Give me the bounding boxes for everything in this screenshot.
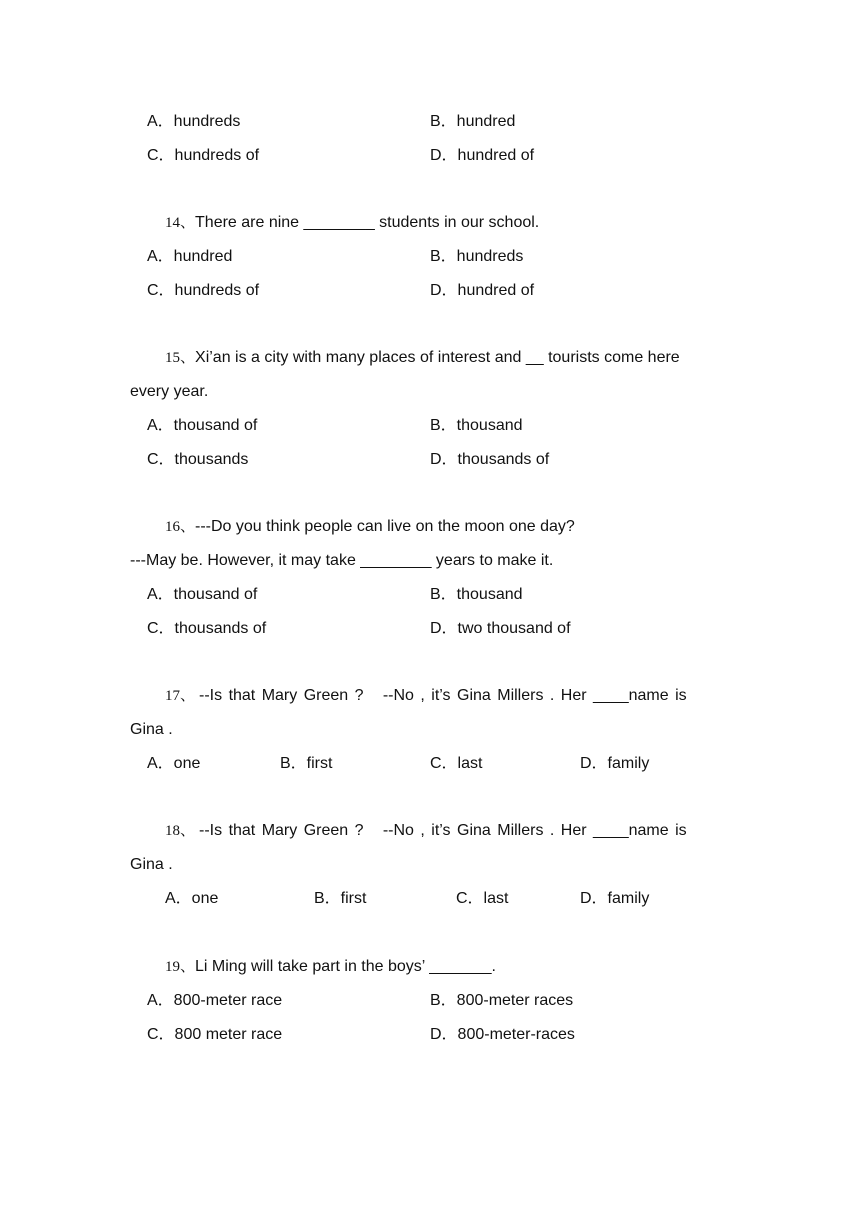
- option-b: B．first: [314, 890, 367, 907]
- option-d: D．two thousand of: [430, 620, 571, 637]
- option-a: A．800-meter race: [147, 992, 283, 1009]
- option-c: C．hundreds of: [147, 147, 260, 164]
- question-number: 18、: [165, 823, 196, 839]
- question-number: 14、: [165, 215, 196, 231]
- option-b: B．thousand: [430, 586, 523, 603]
- question-stem: [165, 821, 733, 841]
- question-number: 19、: [165, 959, 196, 975]
- option-c: C．thousands: [147, 451, 249, 468]
- option-a: A．thousand of: [147, 417, 258, 434]
- question-text-continued: every year.: [130, 383, 209, 400]
- question-text-continued: Gina .: [130, 721, 173, 738]
- question-number: 17、: [165, 688, 196, 704]
- option-a: A．hundred: [147, 248, 233, 265]
- option-a: A．thousand of: [147, 586, 258, 603]
- question-text-continued: Gina .: [130, 856, 173, 873]
- option-a: A．one: [147, 755, 201, 772]
- option-b: B．first: [280, 755, 333, 772]
- question-text: Li Ming will take part in the boys’ _______.: [195, 958, 496, 975]
- question-text: Xi’an is a city with many places of interest and __ tourists come here: [195, 349, 680, 366]
- option-d: D．800-meter-races: [430, 1026, 575, 1043]
- question-number: 16、: [165, 519, 196, 535]
- option-b: B．thousand: [430, 417, 523, 434]
- option-d: D．thousands of: [430, 451, 550, 468]
- question-text-continued: ---May be. However, it may take ________ years to make it.: [130, 552, 554, 569]
- option-c: C．hundreds of: [147, 282, 260, 299]
- question-text: There are nine ________ students in our school.: [195, 214, 540, 231]
- option-a: A．one: [165, 890, 219, 907]
- question-text: --Is that Mary Green ? --No , it’s Gina Millers . Her ____name is: [199, 687, 687, 704]
- option-d: D．family: [580, 755, 650, 772]
- option-d: D．hundred of: [430, 147, 535, 164]
- question-stem: [165, 686, 733, 706]
- option-a: A．hundreds: [147, 113, 241, 130]
- question-text: ---Do you think people can live on the moon one day?: [195, 518, 575, 535]
- question-stem: [165, 957, 496, 977]
- option-d: D．family: [580, 890, 650, 907]
- option-d: D．hundred of: [430, 282, 535, 299]
- question-text: --Is that Mary Green ? --No , it’s Gina Millers . Her ____name is: [199, 822, 687, 839]
- option-c: C．last: [430, 755, 483, 772]
- question-stem: [165, 517, 575, 537]
- option-c: C．800 meter race: [147, 1026, 283, 1043]
- question-number: 15、: [165, 350, 196, 366]
- option-b: B．800-meter races: [430, 992, 574, 1009]
- option-c: C．last: [456, 890, 509, 907]
- option-b: B．hundreds: [430, 248, 524, 265]
- option-c: C．thousands of: [147, 620, 267, 637]
- question-stem: [165, 348, 680, 368]
- option-b: B．hundred: [430, 113, 516, 130]
- question-stem: [165, 213, 539, 233]
